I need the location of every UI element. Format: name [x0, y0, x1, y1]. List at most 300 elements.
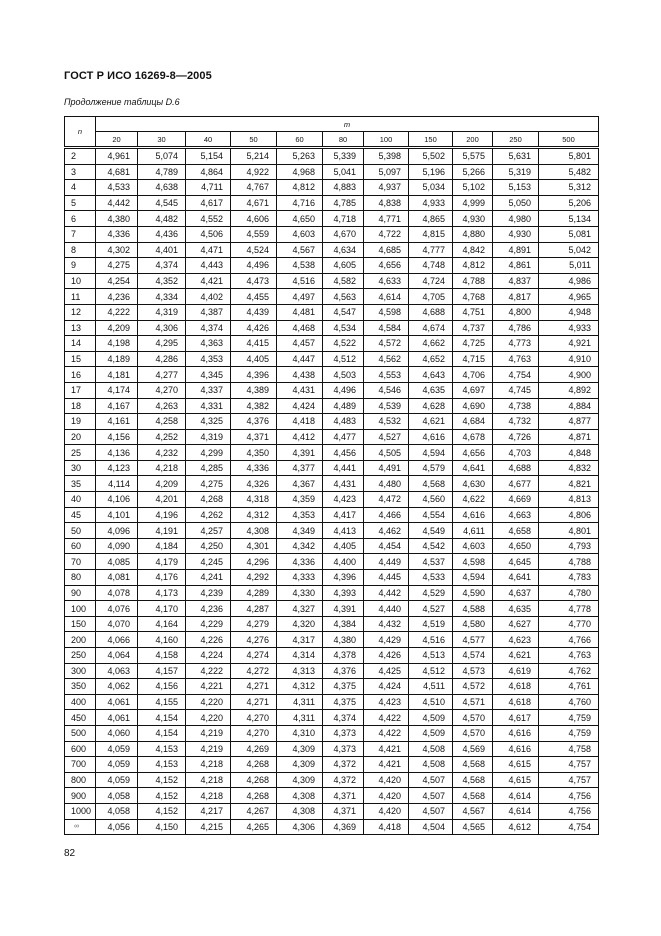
table-cell: 4,059: [96, 741, 138, 757]
table-cell: 4,534: [323, 320, 364, 336]
row-label-n: 40: [65, 492, 96, 508]
table-cell: 4,786: [493, 320, 539, 336]
table-cell: 4,150: [138, 819, 186, 835]
table-cell: 4,078: [96, 585, 138, 601]
table-cell: 4,371: [323, 788, 364, 804]
table-body: [65, 148, 599, 835]
table-cell: 4,590: [453, 585, 493, 601]
table-cell: 4,594: [409, 445, 453, 461]
table-cell: 4,674: [409, 320, 453, 336]
table-cell: 4,603: [277, 226, 323, 242]
table-cell: 4,318: [231, 492, 277, 508]
table-cell: 4,432: [364, 616, 409, 632]
table-cell: 4,374: [323, 710, 364, 726]
table-row: [65, 414, 599, 430]
table-cell: 4,716: [277, 195, 323, 211]
table-cell: 4,759: [539, 725, 599, 741]
table-cell: 4,762: [539, 663, 599, 679]
table-cell: 4,196: [138, 507, 186, 523]
table-cell: 4,641: [493, 570, 539, 586]
table-cell: 4,892: [539, 382, 599, 398]
table-cell: 4,641: [453, 460, 493, 476]
table-cell: 4,161: [96, 414, 138, 430]
document-title: ГОСТ Р ИСО 16269-8—2005: [64, 70, 212, 82]
table-cell: 4,496: [323, 382, 364, 398]
table-cell: 4,268: [186, 492, 231, 508]
table-cell: 5,134: [539, 211, 599, 227]
column-header: 80: [323, 132, 364, 148]
table-cell: 4,156: [138, 679, 186, 695]
table-cell: 4,229: [186, 616, 231, 632]
table-cell: 4,439: [231, 304, 277, 320]
table-cell: 4,789: [138, 164, 186, 180]
table-cell: 4,309: [277, 741, 323, 757]
row-label-n: 400: [65, 694, 96, 710]
table-cell: 4,219: [186, 741, 231, 757]
table-cell: 4,059: [96, 757, 138, 773]
row-label-n: 16: [65, 367, 96, 383]
table-cell: 4,612: [493, 819, 539, 835]
row-label-n: 35: [65, 476, 96, 492]
table-cell: 4,373: [323, 741, 364, 757]
table-cell: 5,398: [364, 148, 409, 165]
table-cell: 4,156: [96, 429, 138, 445]
table-cell: 5,502: [409, 148, 453, 165]
table-cell: 4,933: [409, 195, 453, 211]
column-header: 100: [364, 132, 409, 148]
table-cell: 4,773: [493, 336, 539, 352]
row-label-n: 600: [65, 741, 96, 757]
table-cell: 4,471: [186, 242, 231, 258]
table-row: [65, 601, 599, 617]
table-cell: 4,616: [493, 725, 539, 741]
table-row: [65, 648, 599, 664]
table-cell: 4,777: [409, 242, 453, 258]
table-cell: 4,302: [96, 242, 138, 258]
table-cell: 4,209: [138, 476, 186, 492]
table-cell: 4,529: [409, 585, 453, 601]
table-cell: 4,821: [539, 476, 599, 492]
table-cell: 4,331: [186, 398, 231, 414]
table-cell: 4,257: [186, 523, 231, 539]
table-cell: 4,568: [409, 476, 453, 492]
table-cell: 4,737: [453, 320, 493, 336]
table-cell: 4,252: [138, 429, 186, 445]
table-cell: 4,633: [364, 273, 409, 289]
table-cell: 4,268: [231, 757, 277, 773]
table-cell: 5,214: [231, 148, 277, 165]
table-cell: 4,393: [323, 585, 364, 601]
table-cell: 4,268: [231, 772, 277, 788]
table-cell: 4,559: [231, 226, 277, 242]
table-cell: 4,152: [138, 788, 186, 804]
table-cell: 4,285: [186, 460, 231, 476]
table-cell: 4,778: [539, 601, 599, 617]
table-cell: 4,308: [231, 523, 277, 539]
table-cell: 4,768: [453, 289, 493, 305]
table-cell: 4,309: [277, 757, 323, 773]
table-cell: 4,614: [364, 289, 409, 305]
table-cell: 4,813: [539, 492, 599, 508]
table-cell: 4,401: [138, 242, 186, 258]
row-label-n: 2: [65, 148, 96, 165]
table-cell: 4,511: [409, 679, 453, 695]
column-header: 20: [96, 132, 138, 148]
table-cell: 4,311: [277, 694, 323, 710]
table-cell: 4,656: [364, 258, 409, 274]
table-cell: 4,533: [409, 570, 453, 586]
row-label-n: 450: [65, 710, 96, 726]
table-cell: 4,706: [453, 367, 493, 383]
table-cell: 4,319: [138, 304, 186, 320]
row-header-n: n: [65, 117, 96, 148]
table-cell: 4,262: [186, 507, 231, 523]
table-cell: 4,369: [323, 819, 364, 835]
table-cell: 4,848: [539, 445, 599, 461]
table-cell: 4,930: [453, 211, 493, 227]
table-cell: 4,861: [493, 258, 539, 274]
table-cell: 4,643: [409, 367, 453, 383]
table-cell: 4,417: [323, 507, 364, 523]
table-cell: 4,317: [277, 632, 323, 648]
column-header: 250: [493, 132, 539, 148]
table-cell: 4,373: [323, 725, 364, 741]
table-row: [65, 523, 599, 539]
table-cell: 4,136: [96, 445, 138, 461]
table-cell: 4,218: [186, 788, 231, 804]
table-cell: 4,424: [364, 679, 409, 695]
table-cell: 4,218: [186, 757, 231, 773]
table-cell: 4,306: [277, 819, 323, 835]
table-cell: 5,097: [364, 164, 409, 180]
table-cell: 4,431: [277, 382, 323, 398]
table-cell: 4,387: [186, 304, 231, 320]
table-cell: 4,507: [409, 803, 453, 819]
table-cell: 4,986: [539, 273, 599, 289]
table-cell: 4,314: [277, 648, 323, 664]
table-cell: 4,380: [323, 632, 364, 648]
table-cell: 4,738: [493, 398, 539, 414]
table-row: [65, 570, 599, 586]
table-cell: 4,160: [138, 632, 186, 648]
table-cell: 4,349: [277, 523, 323, 539]
table-cell: 4,801: [539, 523, 599, 539]
table-row: [65, 694, 599, 710]
table-row: [65, 351, 599, 367]
table-cell: 4,359: [277, 492, 323, 508]
table-cell: 5,339: [323, 148, 364, 165]
table-cell: 4,422: [364, 710, 409, 726]
table-cell: 4,652: [409, 351, 453, 367]
table-cell: 4,271: [231, 679, 277, 695]
table-cell: 4,377: [277, 460, 323, 476]
row-label-n: 3: [65, 164, 96, 180]
table-cell: 4,375: [323, 679, 364, 695]
column-header: 60: [277, 132, 323, 148]
table-cell: 4,123: [96, 460, 138, 476]
table-cell: 4,766: [539, 632, 599, 648]
table-cell: 4,546: [364, 382, 409, 398]
table-cell: 4,718: [323, 211, 364, 227]
table-cell: 4,154: [138, 710, 186, 726]
table-cell: 5,153: [493, 180, 539, 196]
table-cell: 5,081: [539, 226, 599, 242]
table-cell: 4,614: [493, 803, 539, 819]
table-cell: 4,509: [409, 710, 453, 726]
table-cell: 4,527: [364, 429, 409, 445]
row-label-n: 20: [65, 429, 96, 445]
table-cell: 4,491: [364, 460, 409, 476]
table-cell: 4,508: [409, 757, 453, 773]
table-cell: 4,224: [186, 648, 231, 664]
table-cell: 4,308: [277, 788, 323, 804]
table-row: [65, 476, 599, 492]
row-label-n: 8: [65, 242, 96, 258]
table-cell: 4,287: [231, 601, 277, 617]
table-cell: 4,345: [186, 367, 231, 383]
table-cell: 4,606: [231, 211, 277, 227]
table-cell: 4,436: [138, 226, 186, 242]
column-header: 150: [409, 132, 453, 148]
table-cell: 4,326: [231, 476, 277, 492]
table-cell: 4,426: [364, 648, 409, 664]
table-row: [65, 226, 599, 242]
table-cell: 4,152: [138, 803, 186, 819]
table-cell: 4,158: [138, 648, 186, 664]
table-cell: 4,522: [323, 336, 364, 352]
table-cell: 4,572: [453, 679, 493, 695]
table-row: [65, 616, 599, 632]
table-cell: 4,376: [323, 663, 364, 679]
table-cell: 4,999: [453, 195, 493, 211]
table-row: [65, 398, 599, 414]
row-label-n: 25: [65, 445, 96, 461]
table-cell: 4,320: [277, 616, 323, 632]
table-cell: 4,429: [364, 632, 409, 648]
table-row: [65, 538, 599, 554]
table-cell: 4,510: [409, 694, 453, 710]
table-cell: 4,270: [231, 725, 277, 741]
table-cell: 4,519: [409, 616, 453, 632]
table-cell: 4,650: [277, 211, 323, 227]
table-cell: 5,319: [493, 164, 539, 180]
table-row: [65, 289, 599, 305]
table-cell: 4,085: [96, 554, 138, 570]
table-cell: 4,748: [409, 258, 453, 274]
table-cell: 4,445: [364, 570, 409, 586]
table-cell: 4,454: [364, 538, 409, 554]
table-cell: 4,800: [493, 304, 539, 320]
table-cell: 4,933: [539, 320, 599, 336]
table-cell: 4,507: [409, 772, 453, 788]
table-cell: 4,537: [409, 554, 453, 570]
table-cell: 4,342: [277, 538, 323, 554]
table-cell: 4,690: [453, 398, 493, 414]
table-cell: 4,374: [138, 258, 186, 274]
row-label-n: 700: [65, 757, 96, 773]
table-cell: 4,760: [539, 694, 599, 710]
table-cell: 4,603: [453, 538, 493, 554]
table-row: [65, 195, 599, 211]
table-cell: 4,157: [138, 663, 186, 679]
table-cell: 4,101: [96, 507, 138, 523]
table-cell: 4,516: [277, 273, 323, 289]
table-row: [65, 460, 599, 476]
table-cell: 4,615: [493, 757, 539, 773]
table-cell: 4,418: [277, 414, 323, 430]
column-header: 50: [231, 132, 277, 148]
table-cell: 4,563: [323, 289, 364, 305]
table-cell: 4,503: [323, 367, 364, 383]
table-cell: 4,226: [186, 632, 231, 648]
page-number: 82: [64, 848, 76, 859]
table-cell: 4,900: [539, 367, 599, 383]
table-cell: 4,616: [493, 741, 539, 757]
table-cell: 4,658: [493, 523, 539, 539]
table-cell: 4,527: [409, 601, 453, 617]
column-header: 200: [453, 132, 493, 148]
table-cell: 4,155: [138, 694, 186, 710]
table-cell: 4,276: [231, 632, 277, 648]
table-cell: 4,516: [409, 632, 453, 648]
table-row: [65, 741, 599, 757]
table-cell: 4,568: [453, 757, 493, 773]
table-cell: 4,418: [364, 819, 409, 835]
table-cell: 4,763: [493, 351, 539, 367]
table-cell: 4,090: [96, 538, 138, 554]
table-cell: 4,538: [277, 258, 323, 274]
table-cell: 4,573: [453, 663, 493, 679]
column-header: 500: [539, 132, 599, 148]
table-cell: 4,060: [96, 725, 138, 741]
table-cell: 4,274: [231, 648, 277, 664]
table-cell: 4,504: [409, 819, 453, 835]
table-cell: 4,081: [96, 570, 138, 586]
table-row: [65, 211, 599, 227]
row-label-n: 9: [65, 258, 96, 274]
table-cell: 4,619: [493, 663, 539, 679]
table-cell: 5,263: [277, 148, 323, 165]
table-cell: 4,864: [186, 164, 231, 180]
row-label-n: ∞: [65, 819, 96, 835]
table-cell: 4,292: [231, 570, 277, 586]
table-cell: 4,473: [231, 273, 277, 289]
table-cell: 4,173: [138, 585, 186, 601]
table-cell: 4,757: [539, 772, 599, 788]
table-cell: 4,153: [138, 741, 186, 757]
table-cell: 5,034: [409, 180, 453, 196]
table-cell: 5,631: [493, 148, 539, 165]
table-row: [65, 320, 599, 336]
table-cell: 4,703: [493, 445, 539, 461]
table-cell: 4,239: [186, 585, 231, 601]
table-cell: 4,396: [323, 570, 364, 586]
table-cell: 4,352: [138, 273, 186, 289]
table-cell: 4,336: [231, 460, 277, 476]
table-cell: 5,575: [453, 148, 493, 165]
table-cell: 4,677: [493, 476, 539, 492]
table-cell: 4,726: [493, 429, 539, 445]
row-label-n: 200: [65, 632, 96, 648]
table-cell: 5,312: [539, 180, 599, 196]
table-row: [65, 492, 599, 508]
table-cell: 4,567: [277, 242, 323, 258]
table-cell: 4,174: [96, 382, 138, 398]
table-cell: 4,634: [323, 242, 364, 258]
table-row: [65, 242, 599, 258]
table-cell: 4,455: [231, 289, 277, 305]
table-cell: 4,662: [409, 336, 453, 352]
table-cell: 4,372: [323, 757, 364, 773]
table-cell: 4,382: [231, 398, 277, 414]
table-cell: 4,549: [409, 523, 453, 539]
table-cell: 4,063: [96, 663, 138, 679]
table-cell: 4,598: [364, 304, 409, 320]
table-cell: 4,615: [493, 772, 539, 788]
table-cell: 4,669: [493, 492, 539, 508]
table-cell: 4,218: [138, 460, 186, 476]
table-cell: 4,336: [96, 226, 138, 242]
table-cell: 4,670: [323, 226, 364, 242]
table-cell: 4,279: [231, 616, 277, 632]
table-cell: 4,842: [453, 242, 493, 258]
table-cell: 4,611: [453, 523, 493, 539]
table-cell: 4,788: [453, 273, 493, 289]
table-cell: 4,443: [186, 258, 231, 274]
table-cell: 4,426: [231, 320, 277, 336]
table-cell: 4,569: [453, 741, 493, 757]
table-cell: 4,497: [277, 289, 323, 305]
table-cell: 4,333: [277, 570, 323, 586]
table-cell: 4,532: [364, 414, 409, 430]
table-cell: 4,277: [138, 367, 186, 383]
table-cell: 4,189: [96, 351, 138, 367]
table-cell: 4,415: [231, 336, 277, 352]
row-label-n: 4: [65, 180, 96, 196]
table-cell: 4,759: [539, 710, 599, 726]
table-cell: 4,572: [364, 336, 409, 352]
table-cell: 4,449: [364, 554, 409, 570]
table-cell: 4,568: [453, 772, 493, 788]
table-cell: 4,375: [323, 694, 364, 710]
table-cell: 4,724: [409, 273, 453, 289]
table-cell: 4,066: [96, 632, 138, 648]
table-row: [65, 148, 599, 165]
table-row: [65, 336, 599, 352]
table-cell: 4,061: [96, 710, 138, 726]
table-cell: 4,930: [493, 226, 539, 242]
table-cell: 4,441: [323, 460, 364, 476]
table-cell: 4,184: [138, 538, 186, 554]
table-cell: 4,236: [186, 601, 231, 617]
table-cell: 4,621: [493, 648, 539, 664]
table-cell: 4,380: [96, 211, 138, 227]
table-cell: 4,671: [231, 195, 277, 211]
table-cell: 4,181: [96, 367, 138, 383]
table-cell: 4,545: [138, 195, 186, 211]
table-cell: 4,961: [96, 148, 138, 165]
table-cell: 4,645: [493, 554, 539, 570]
table-cell: 4,275: [96, 258, 138, 274]
table-cell: 4,725: [453, 336, 493, 352]
table-cell: 4,218: [186, 772, 231, 788]
table-cell: 4,312: [277, 679, 323, 695]
table-cell: 4,891: [493, 242, 539, 258]
row-label-n: 13: [65, 320, 96, 336]
table-cell: 4,423: [323, 492, 364, 508]
table-cell: 4,372: [323, 772, 364, 788]
row-label-n: 14: [65, 336, 96, 352]
